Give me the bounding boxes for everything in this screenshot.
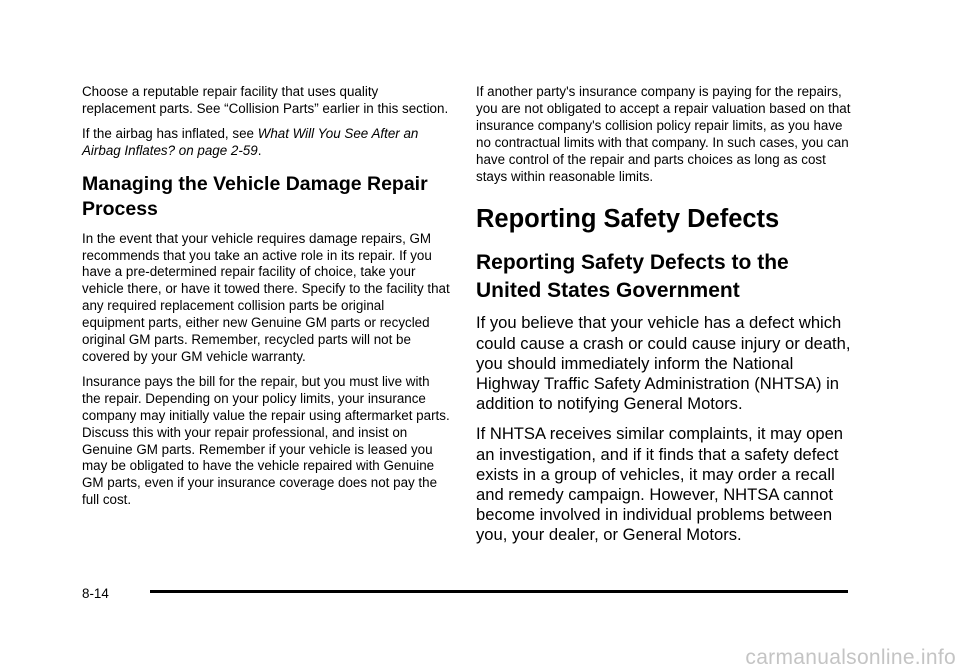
page-number: 8-14 [82, 586, 109, 601]
reporting-subheading: Reporting Safety Defects to the United States Government [476, 251, 789, 303]
airbag-tail-text: . [257, 142, 262, 158]
third-party-insurance-paragraph: If another party's insurance company is paying for the repairs, you are not obligated to accept a repair valuation based on that insurance company's collision policy repair limits, as you have no contractual limits with that company. In such cases, you can have control of the repair and parts choices as long as cost stays within reasonable limits. [476, 84, 851, 184]
left-column [82, 84, 450, 517]
section-title: Reporting Safety Defects [476, 205, 780, 234]
collision-parts-paragraph: Choose a reputable repair facility that uses quality replacement parts. See “Collision Parts” earlier in this section. [82, 84, 449, 116]
defect-report-paragraph: If you believe that your vehicle has a defect which could cause a crash or could cause injury or death, you should immediately inform the National Highway Traffic Safety Administration (NHTSA) in addition to notifying General Motors. [476, 313, 851, 414]
airbag-cross-reference: What Will You See After an Airbag Inflates? on page 2-59 [82, 125, 419, 158]
watermark: carmanualsonline.info [745, 646, 956, 669]
nhtsa-investigation-paragraph: If NHTSA receives similar complaints, it may open an investigation, and if it finds that a safety defect exists in a group of vehicles, it may order a recall and remedy campaign. However, NHTSA cannot become involved in individual problems between you, your dealer, or General Motors. [476, 424, 844, 545]
repair-role-paragraph: In the event that your vehicle requires damage repairs, GM recommends that you take an active role in its repair. If you have a pre-determined repair facility of choice, take your vehicle there, or have it towed there. Specify to the facility that any required replacement collision parts be original equipment parts, either new Genuine GM parts or recycled original GM parts. Remember, recycled parts will not be covered by your GM vehicle warranty. [82, 230, 450, 364]
insurance-paragraph: Insurance pays the bill for the repair, but you must live with the repair. Depending on your policy limits, your insurance company may initially value the repair using aftermarket parts. Discuss this with your repair professional, and insist on Genuine GM parts. Remember if your vehicle is leased you may be obligated to have the vehicle repaired with Genuine GM parts, even if your insurance coverage does not pay the full cost. [82, 373, 450, 508]
managing-repair-heading: Managing the Vehicle Damage Repair Process [82, 172, 428, 220]
airbag-lead-text: If the airbag has inflated, see [82, 125, 258, 141]
footer-rule [150, 590, 848, 593]
right-column [476, 84, 852, 556]
airbag-paragraph [82, 126, 450, 160]
